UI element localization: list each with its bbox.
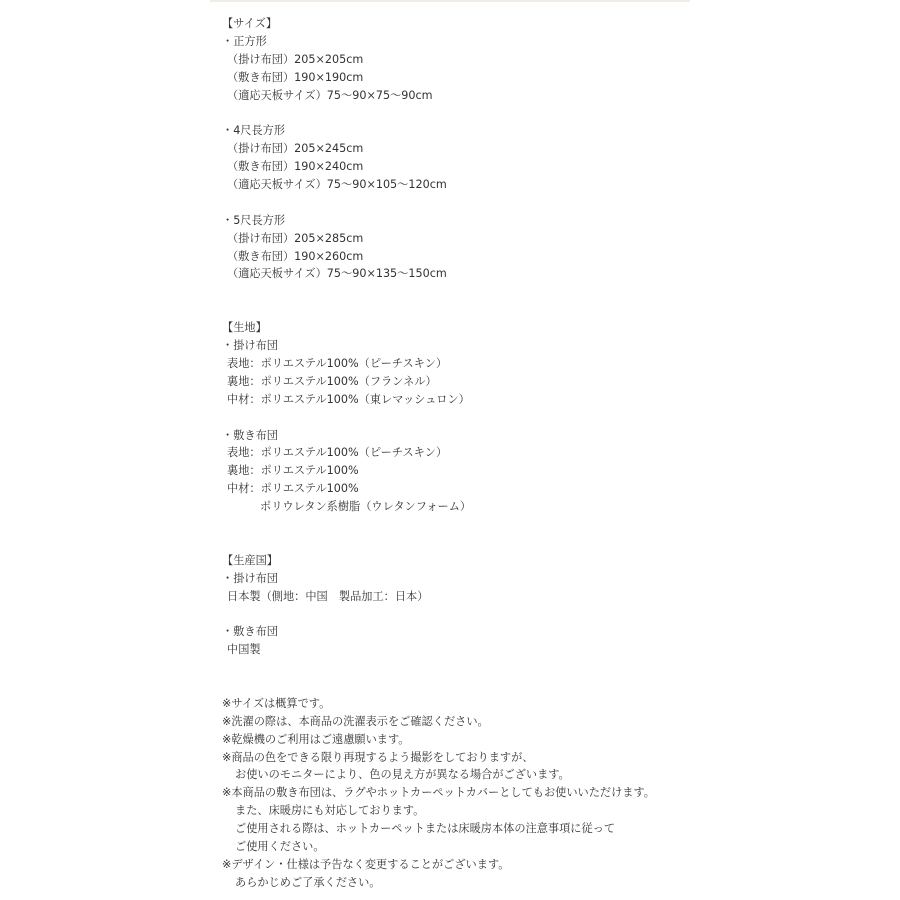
note-line: ご使用される際は、ホットカーペットまたは床暖房本体の注意事項に従って [235, 822, 616, 836]
origin-section-header: 【生産国】 [222, 553, 278, 567]
fabric-section-header: 【生地】 [222, 321, 267, 335]
note-line: ※商品の色をできる限り再現するよう撮影をしておりますが、 [222, 750, 534, 764]
origin-shiki-value: 中国製 [227, 643, 261, 657]
fabric-shiki-title: ・敷き布団 [222, 428, 278, 442]
note-line: お使いのモニターにより、色の見え方が異なる場合がございます。 [235, 768, 570, 782]
top-divider [210, 0, 690, 2]
size-line: （掛け布団）205×245cm [227, 142, 364, 156]
origin-shiki-title: ・敷き布団 [222, 625, 278, 639]
fabric-line: 裏地：ポリエステル100%（フランネル） [227, 374, 437, 388]
fabric-line: 裏地：ポリエステル100% [227, 464, 359, 478]
size-line: （敷き布団）190×190cm [227, 70, 364, 84]
size-line: （適応天板サイズ）75〜90×105〜120cm [227, 178, 447, 192]
product-spec-document [222, 15, 862, 892]
origin-kake-value: 日本製（側地：中国 製品加工：日本） [227, 589, 429, 603]
note-line: また、床暖房にも対応しております。 [235, 804, 425, 818]
size-group-title: ・5尺長方形 [222, 213, 286, 227]
size-line: （適応天板サイズ）75〜90×135〜150cm [227, 267, 447, 281]
origin-kake-title: ・掛け布団 [222, 571, 278, 585]
size-line: （敷き布団）190×240cm [227, 160, 364, 174]
size-group-title: ・正方形 [222, 34, 267, 48]
fabric-line: 表地：ポリエステル100%（ピーチスキン） [227, 446, 448, 460]
note-line: ※本商品の敷き布団は、ラグやホットカーペットカバーとしてもお使いいただけます。 [222, 786, 655, 800]
note-line: ※乾燥機のご利用はご遠慮願います。 [222, 732, 410, 746]
size-line: （適応天板サイズ）75〜90×75〜90cm [227, 88, 433, 102]
size-group-title: ・4尺長方形 [222, 124, 286, 138]
fabric-kake-title: ・掛け布団 [222, 339, 278, 353]
note-line: ※洗濯の際は、本商品の洗濯表示をご確認ください。 [222, 714, 489, 728]
size-section-header: 【サイズ】 [222, 17, 278, 30]
fabric-line: 中材：ポリエステル100%（東レマッシュロン） [227, 392, 470, 406]
size-line: （掛け布団）205×285cm [227, 231, 364, 245]
note-line: ※デザイン・仕様は予告なく変更することがございます。 [222, 857, 510, 871]
fabric-line-extra: ポリウレタン系樹脂（ウレタンフォーム） [260, 500, 472, 514]
note-line: ご使用ください。 [235, 840, 325, 854]
fabric-line: 中材：ポリエステル100% [227, 482, 359, 496]
note-line: あらかじめご了承ください。 [235, 875, 381, 889]
note-line: ※サイズは概算です。 [222, 696, 331, 710]
size-line: （掛け布団）205×205cm [227, 52, 364, 66]
size-line: （敷き布団）190×260cm [227, 249, 364, 263]
fabric-line: 表地：ポリエステル100%（ピーチスキン） [227, 356, 448, 370]
